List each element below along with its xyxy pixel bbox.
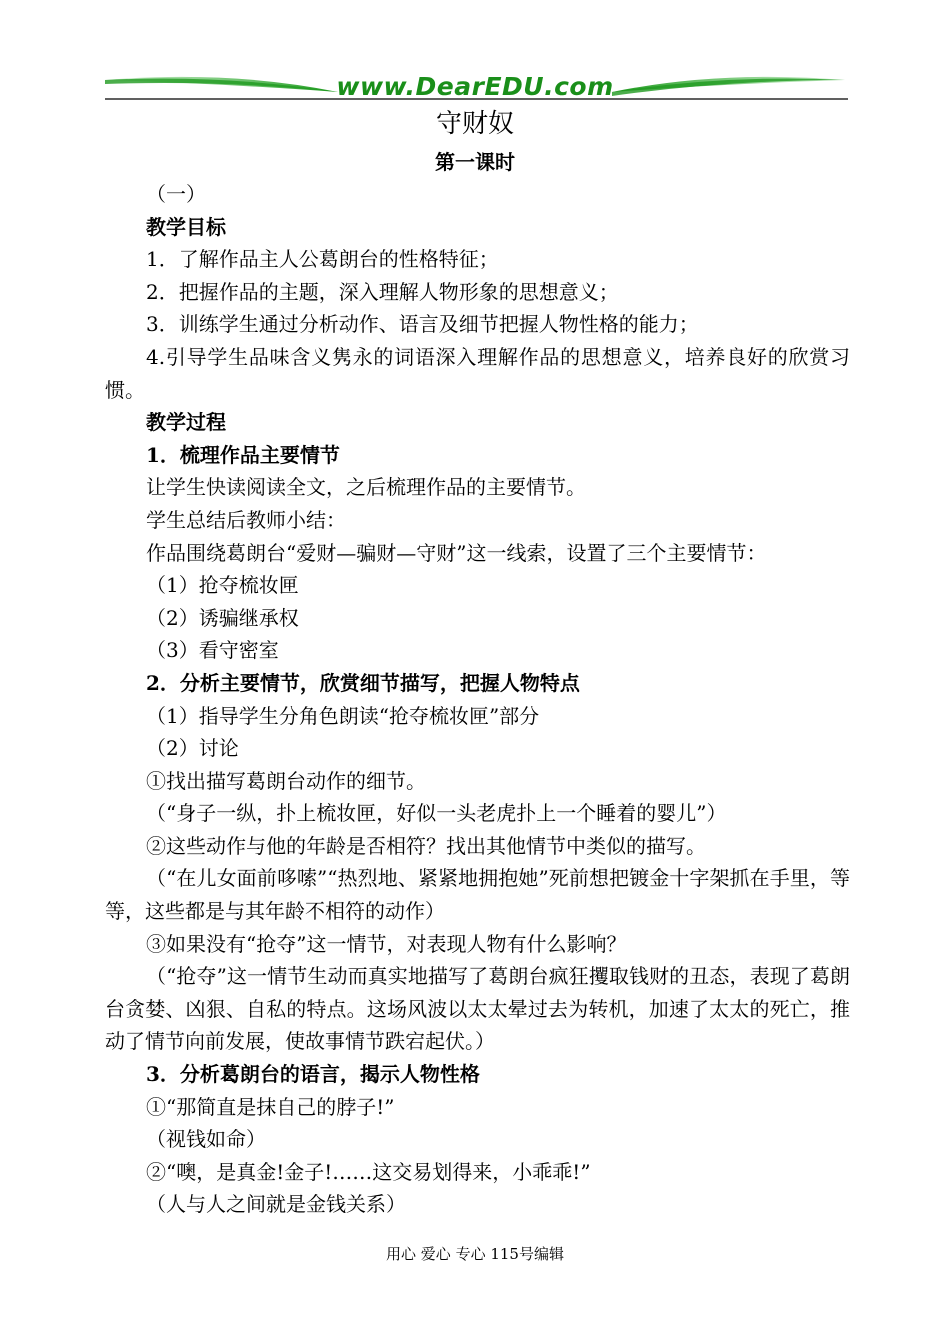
- question: ③如果没有“抢夺”这一情节，对表现人物有什么影响？: [146, 931, 627, 956]
- answer: （“身子一纵，扑上梳妆匣，好似一头老虎扑上一个睡着的婴儿”）: [146, 801, 727, 826]
- paragraph: 作品围绕葛朗台“爱财—骗财—守财”这一线索，设置了三个主要情节：: [146, 540, 767, 565]
- step-1-heading: 1．梳理作品主要情节: [146, 442, 340, 467]
- objective-4: 4.引导学生品味含义隽永的词语深入理解作品的思想意义，培养良好的欣赏习惯。: [105, 344, 850, 402]
- document-body: [105, 178, 850, 1221]
- page-footer: 用心 爱心 专心 115号编辑: [386, 1245, 564, 1263]
- plot-item: （1）抢夺梳妆匣: [146, 573, 299, 598]
- step-2-heading: 2．分析主要情节，欣赏细节描写，把握人物特点: [146, 670, 580, 695]
- heading-objectives: 教学目标: [146, 214, 226, 239]
- plot-item: （2）诱骗继承权: [146, 605, 299, 630]
- lesson-subtitle: 第一课时: [435, 150, 515, 174]
- paragraph: （2）讨论: [146, 736, 239, 761]
- objective-1: 1．了解作品主人公葛朗台的性格特征；: [146, 247, 499, 272]
- step-3-heading: 3．分析葛朗台的语言，揭示人物性格: [146, 1062, 480, 1087]
- heading-process: 教学过程: [146, 410, 226, 435]
- paragraph: （1）指导学生分角色朗读“抢夺梳妆匣”部分: [146, 703, 540, 728]
- plot-item: （3）看守密室: [146, 638, 279, 663]
- site-header: [0, 0, 950, 110]
- objective-2: 2．把握作品的主题，深入理解人物形象的思想意义；: [146, 279, 619, 304]
- question: ①找出描写葛朗台动作的细节。: [146, 768, 426, 793]
- answer: （视钱如命）: [146, 1127, 266, 1152]
- quote: ②“噢，是真金!金子!……这交易划得来，小乖乖!”: [146, 1159, 591, 1184]
- objective-3: 3．训练学生通过分析动作、语言及细节把握人物性格的能力；: [146, 312, 699, 337]
- answer: （“抢夺”这一情节生动而真实地描写了葛朗台疯狂攫取钱财的丑态，表现了葛朗台贪婪、凶狠、自私的特点。这场风波以太太晕过去为转机，加速了太太的死亡，推动了情节向前发展，使故事情节跌宕起伏。）: [105, 964, 850, 1054]
- section-number: （一）: [146, 182, 206, 206]
- page-title: 守财奴: [435, 109, 514, 139]
- paragraph: 学生总结后教师小结：: [146, 507, 346, 532]
- site-name: www.DearEDU.com: [336, 72, 614, 101]
- question: ②这些动作与他的年龄是否相符？找出其他情节中类似的描写。: [146, 833, 706, 858]
- answer: （人与人之间就是金钱关系）: [146, 1192, 406, 1217]
- paragraph: 让学生快读阅读全文，之后梳理作品的主要情节。: [146, 475, 586, 500]
- quote: ①“那简直是抹自己的脖子!”: [146, 1094, 395, 1119]
- answer: （“在儿女面前哆嗦”“热烈地、紧紧地拥抱她”死前想把镀金十字架抓在手里，等等，这些都是与其年龄不相符的动作）: [105, 866, 850, 924]
